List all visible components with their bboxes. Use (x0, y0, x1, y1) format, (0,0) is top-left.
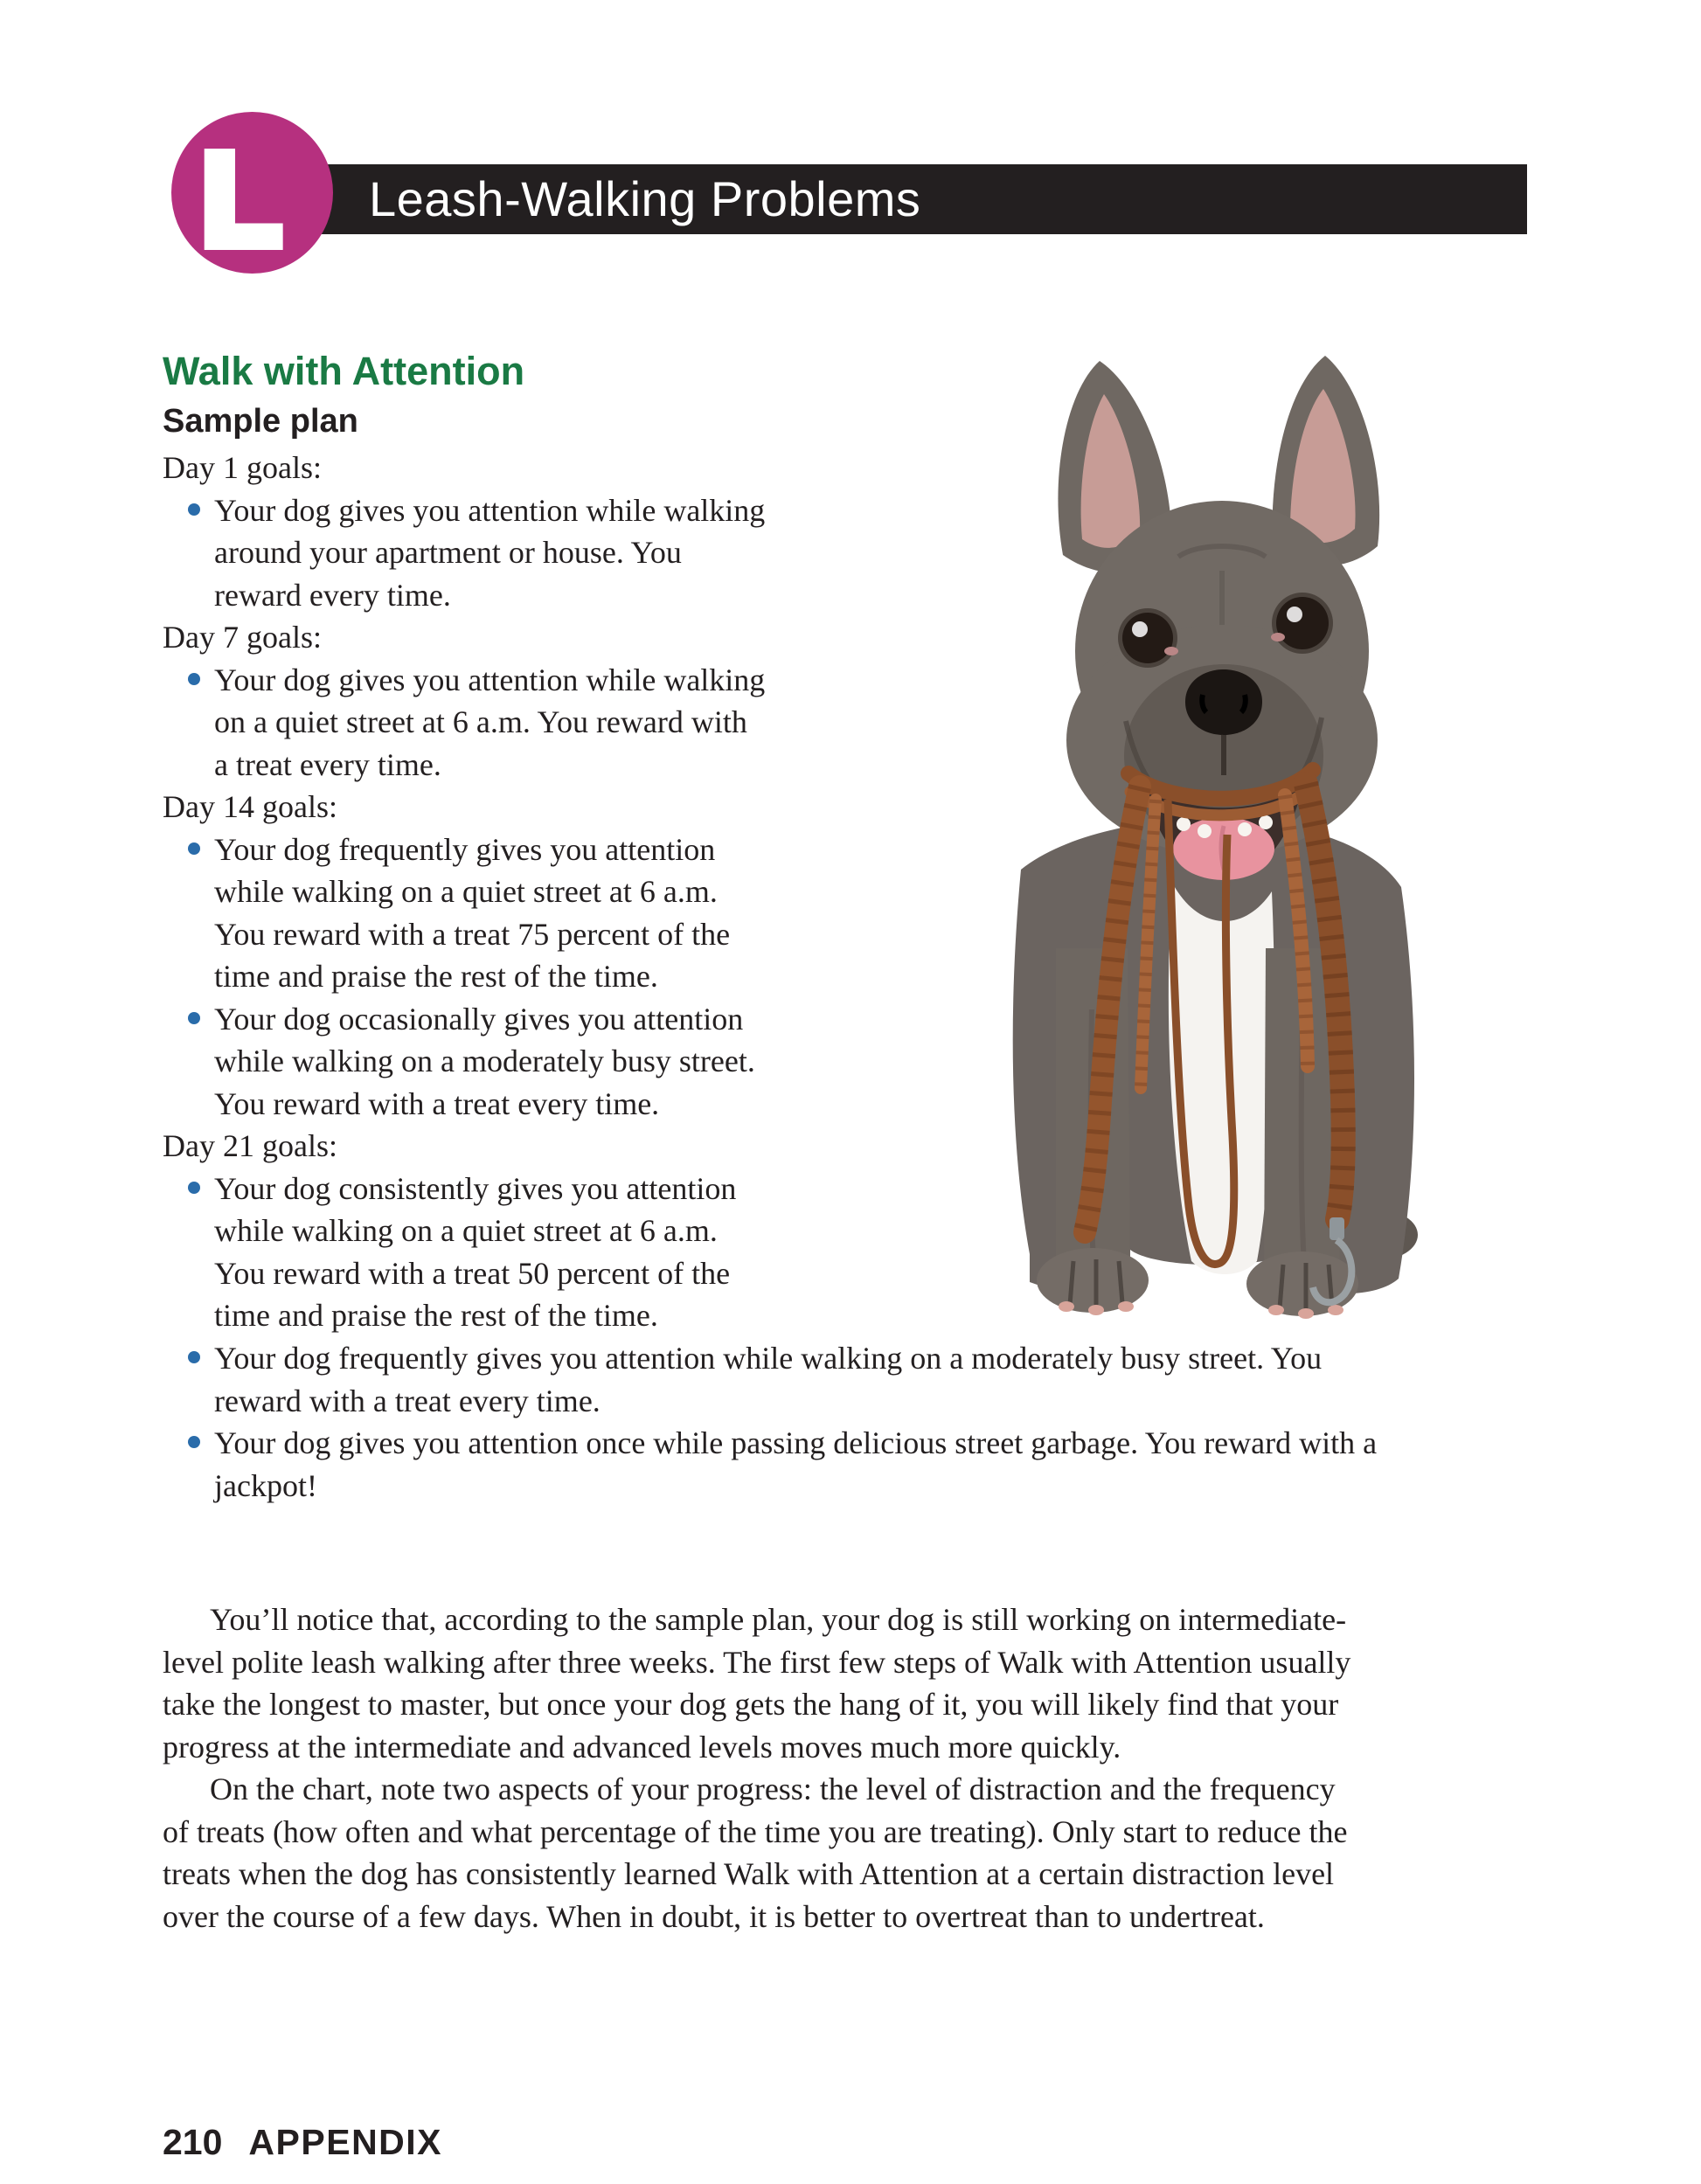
day-7-bullets (163, 659, 1045, 787)
day-1-bullets (163, 489, 1045, 617)
page-footer (163, 2122, 442, 2163)
chapter-letter-badge (171, 112, 333, 274)
chapter-title-bar (252, 164, 1527, 234)
full-width-bullets (163, 1337, 1684, 1507)
chapter-letter: L (201, 128, 281, 272)
dog-photo (969, 345, 1471, 1324)
goal-bullet: Your dog gives you attention while walking around your apartment or house. You reward every time. (163, 489, 1045, 617)
day-label: Day 1 goals: (163, 450, 322, 485)
day-label: Day 14 goals: (163, 789, 337, 824)
goal-bullet: Your dog consistently gives you attention while walking on a quiet street at 6 a.m. You reward with a treat 50 percent of the time and praise the rest of the time. (163, 1168, 1045, 1337)
goal-bullet: Your dog gives you attention once while passing delicious street garbage. You reward with a jackpot! (163, 1422, 1684, 1507)
goal-bullet: Your dog frequently gives you attention while walking on a moderately busy street. You reward with a treat every time. (163, 1337, 1684, 1422)
day-21-bullets (163, 1168, 1045, 1337)
page-number: 210 (163, 2122, 223, 2162)
body-paragraphs (163, 1598, 1691, 1938)
goal-bullet: Your dog gives you attention while walking on a quiet street at 6 a.m. You reward with a treat every time. (163, 659, 1045, 787)
goal-bullet: Your dog frequently gives you attention while walking on a quiet street at 6 a.m. You reward with a treat 75 percent of the time and praise the rest of the time. (163, 829, 1045, 998)
body-paragraph: You’ll notice that, according to the sample plan, your dog is still working on intermediate- level polite leash walking after three weeks. The first few steps of Walk with Attention usually take the longest to master, but once your dog gets the hang of it, you will likely find that your progress at the intermediate and advanced levels moves much more quickly. (163, 1602, 1351, 1765)
wide-bullet-list (163, 1337, 1684, 1507)
section-label: APPENDIX (248, 2122, 443, 2162)
day-label: Day 21 goals: (163, 1128, 337, 1163)
goal-bullet: Your dog occasionally gives you attention while walking on a moderately busy street. You reward with a treat every time. (163, 998, 1045, 1126)
section-subheading: Sample plan (163, 403, 358, 440)
chapter-letter-glyph (171, 112, 333, 274)
day-14-bullets (163, 829, 1045, 1126)
section-heading: Walk with Attention (163, 349, 525, 393)
chapter-title: Leash-Walking Problems (369, 171, 921, 226)
french-bulldog-with-leash-illustration (969, 345, 1471, 1324)
body-paragraph: On the chart, note two aspects of your progress: the level of distraction and the frequency of treats (how often and what percentage of the time you are treating). Only start to reduce the treats when the dog has consistently learned Walk with Attention at a certain distraction level over the course of a few days. When in doubt, it is better to overtreat than to undertreat. (163, 1771, 1348, 1934)
sample-plan-list (163, 447, 1045, 1337)
day-label: Day 7 goals: (163, 620, 322, 655)
